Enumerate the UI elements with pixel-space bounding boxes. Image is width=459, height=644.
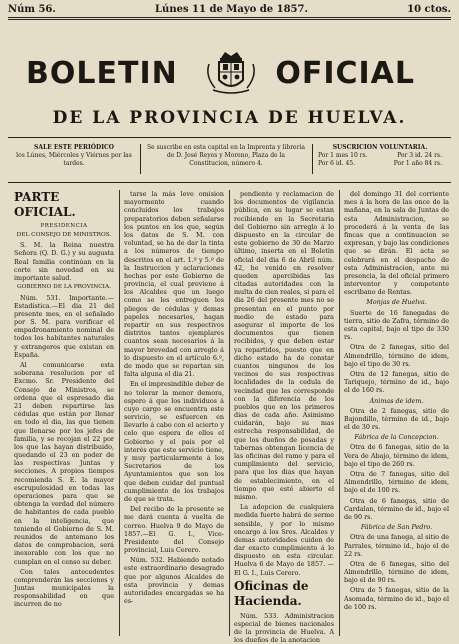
property-listing: Otra de una fanega, al sitio de Parrales, término id., bajo el de 22 rs. [344,533,449,558]
article-paragraph: S. M. la Reina nuestra Señora (Q. D. G.) y su augusta Real familia continúan en la corte sin novedad en su importante salud. [14,241,114,282]
property-listing: Otra de 6 fanegas, sitio del Almendrillo, término de idem, bajo el de 90 rs. [344,559,449,585]
issue-price: 10 ctos. [407,3,451,15]
price-row [318,152,442,160]
issue-header [8,2,451,16]
price-row [318,160,442,168]
article-paragraph: Núm. 532. Habiendo notado este extraordinario desagrado que por algunos Alcaldes de esta provincia y demas autoridades encargadas se ha es- [124,556,224,606]
property-group-heading: Fábrica de la Concepcion. [354,433,439,442]
article-paragraph: La adopcion de cualquiera medida fuerte habrá de serme sensible, y por lo mismo encargo á los Sres. Alcaldes y demas autoridades cuiden de dar exacto cumplimiento á lo dispuesto en esta circular. Huelva 6 de Mayo de 1857. —El G. I., Luis Cerero. [234,503,334,577]
subheading-provincial-government: GOBIERNO DE LA PROVINCIA. [16,284,111,291]
subscription-prices-title: SUSCRICION VOLUNTARIA. [332,144,428,151]
masthead-subtitle: DE LA PROVINCIA DE HUELVA. [52,108,407,128]
subscription-location [146,144,306,167]
section-heading-official: PARTE OFICIAL. [14,190,76,220]
masthead-word-left: BOLETIN [26,56,178,91]
column-divider [229,190,230,636]
price-six-months: Por 6 id. 45. [318,159,356,167]
article-paragraph: tarse la más leve omision mayormente cuando concluidos los trabajos preparatorios deben señalarse los puntos en los que, según los datos de S. M. con voluntad, se ha de dar la tinta a los números de tiempo descritos en el art. 1.º y 5.º de la Instruccion y aclaraciones hechas por este Gobierno de provincia, el cual previene á los Alcaldes que un luego como se les entreguen los pliegos de cédulas y demas papeles necesarios, hagan repartir en sus respectivos distritos tantos ejemplares cuantos sean necesarios á la mayor brevedad con arreglo á lo dispuesto en el artículo 6.º, de modo que se repartan sin falta alguna el dia 21. [124,190,224,379]
property-listing: Otra de 7 fanegas, sitio del Almendrillo, término de idem, bajo el de 100 rs. [344,470,449,495]
article-paragraph: del domingo 31 del corriente mes á la hora de las once de la mañana, en la sala de Juntas de esta Administracion, se procederá á la venta de las fincas que a continuacion se expresan, y bajo las condiciones que se dirán. El acta se celebrará en el despacho de esta Administracion, ante mi presencia, la del oficial primero interventor y competente escribano de Rentas. [344,190,449,297]
property-group-heading: Monjas de Huelva. [366,298,427,307]
property-listing: Otra de 12 fanegas, sitio de Tariquejo, término de id., bajo el de 160 rs. [344,369,449,395]
property-listing: Otra de 2 fanegas, sitio de Bajondillo, término de id., bajo el de 30 rs. [344,406,449,432]
royal-crest-icon [203,50,259,96]
article-paragraph: Al comunicarse esta soberana resolucion por el Excmo. Sr. Presidente del Consejo de Ministros, se ordena que el espresado dia 21 deben repartirse las cédulas que están por llenar en todo el dia, las que tienen que llenarse por los jefes de familia, y se recojan el 22 por los que las hayan distribuido, quedando el 23 en poder de las respectivas Juntas y secciones. A propios tiempos recomienda S. E. la mayor escrupulosidad en todas las operaciones para que se obtenga la verdad del número de habitantes de cada pueblo en la inteligencia, que teniendo el Gobierno de S. M. reunidos de antemano los datos de comprobacion, será inexorable con los que no cumplan en el censo su deber. [14,361,114,566]
price-month: Por 1 mes 10 rs. [318,151,368,159]
property-listing: Otra de 5 fanegas, sitio de la Asomada, término de id., bajo el de 100 rs. [344,586,449,611]
article-paragraph: Con tales antecedentes comprenderán las secciones y Juntas municipales la responsabilidad en que incurren de no [14,567,114,609]
property-listing: Otra de 2 fanegas, sitio del Almendrillo, término de idem, bajo el tipo de 30 rs. [344,343,449,368]
publication-days-text: los Lúnes, Miércoles y Viérnes por las tardes. [16,151,132,167]
article-paragraph: pendiente y reclamacion de los documentos de vigilancia pública, en su lugar se estan recibiendo en la Secretaria del Gobierno sin arreglo á lo dispuesto en la circular de este gobierno de 30 de Marzo último, inserta en el Boletin oficial del dia 6 de Abril núm. 42, he venido en resolver queden apercibidas las citadas autoridades con la multa de cien reales, si para el dia 26 del presente mes no se presentan en el punto por medio de estado para asegurar el importe de los documentos que tienen recibidos, y que deben estar ya repartidos, puesto que en dicho estado ha de constar cuantos ningunos de los vecinos de sus respectivas localidades de la cedula de vecindad que les corresponde con la diferencia de los pueblos que en los primeros dias de cada año. Asimismo cuidarán, bajo su mas estrecha responsabilidad, de que los dueños de posadas y tabernas obtengan licencia de las oficinas del ramo y para el cumplimiento del servicio, para que los dias que hayan de establecimiento, en el tiempo que esté abierto el mismo. [234,190,334,501]
property-listing: Suerte de 16 fanegadas de tierra, sitio de Zafra, término de esta capital, bajo el tipo de 330 rs. [344,308,450,342]
subscription-prices [318,144,442,167]
info-rule-top [8,137,451,138]
info-divider [312,144,313,174]
publication-days-title: SALE ESTE PERIÓDICO [33,144,115,151]
column-divider [119,190,120,636]
article-paragraph: Núm. 531. Importante.— Estadística.—El dia 21 del presente mes, en el señalado por S. M. para verificar el empadronamiento nominal de todos los habitantes naturales y extrangeros que existan en España. [14,293,114,359]
masthead [8,50,451,96]
info-divider [140,144,141,174]
subscription-location-text: Se suscribe en esta capital en la Imprenta y librería de D. José Reyes y Moreno, Plaza de la Constitucion, número 4. [147,144,305,167]
price-three-months: Por 3 id. 24 rs. [397,151,442,159]
column-3 [234,190,334,644]
property-listing: Otra de 6 fanegas, sitio de la Vera de Abajo, término de idem, bajo el tipo de 260 rs. [344,443,449,468]
article-paragraph: Del recibo de la presente se me dará cuenta á vuelta de correo. Huelva 9 de Mayo de 1857.—El G. I., Vice-Presidente del Consejo provincial, Luis Cerero. [124,505,224,555]
column-4 [344,190,449,636]
subheading-presidency: PRESIDENCIA [40,222,88,229]
property-listing: Otra de 6 fanegas, sitio de Cardalan, término de id., bajo el de 90 rs. [344,496,449,521]
publication-days [14,144,134,167]
property-group-heading: Ánimas de idem. [369,396,424,405]
article-paragraph: En el impresindible deber de no tolerar la menor demora, espero á que los individuos á cuyo cargo se encuentra este servicio, se esfuercen en llevarlo á cabo con el acierto y celo que espera de ellos el Gobierno y el pais por el interés que este servicio tiene, y muy particularmente á los Secretarios de los Ayuntamientos que son los que deben cuidar del puntual cumplimiento de los trabajos de que se trata. [124,380,224,503]
column-2 [124,190,224,636]
header-rule [8,17,451,18]
price-year: Por 1 año 84 rs. [393,159,442,167]
issue-number: Núm 56. [8,3,56,15]
article-columns [14,190,450,644]
article-paragraph: Núm. 533. Administracion especial de bienes nacionales de la provincia de Huelva. A los dueños de la anotacion [234,611,334,644]
info-rule-bottom [8,182,451,183]
section-heading-treasury: Oficinas de Hacienda. [234,578,309,609]
column-divider [339,190,340,636]
header-rule-thin [8,19,451,20]
masthead-word-right: OFICIAL [275,56,415,91]
issue-date: Lúnes 11 de Mayo de 1857. [155,3,308,15]
property-group-heading: Fábrica de San Pedro. [360,523,433,532]
subheading-council: DEL CONSEJO DE MINISTROS. [16,231,112,238]
column-1 [14,190,114,636]
subscription-info [8,140,451,178]
